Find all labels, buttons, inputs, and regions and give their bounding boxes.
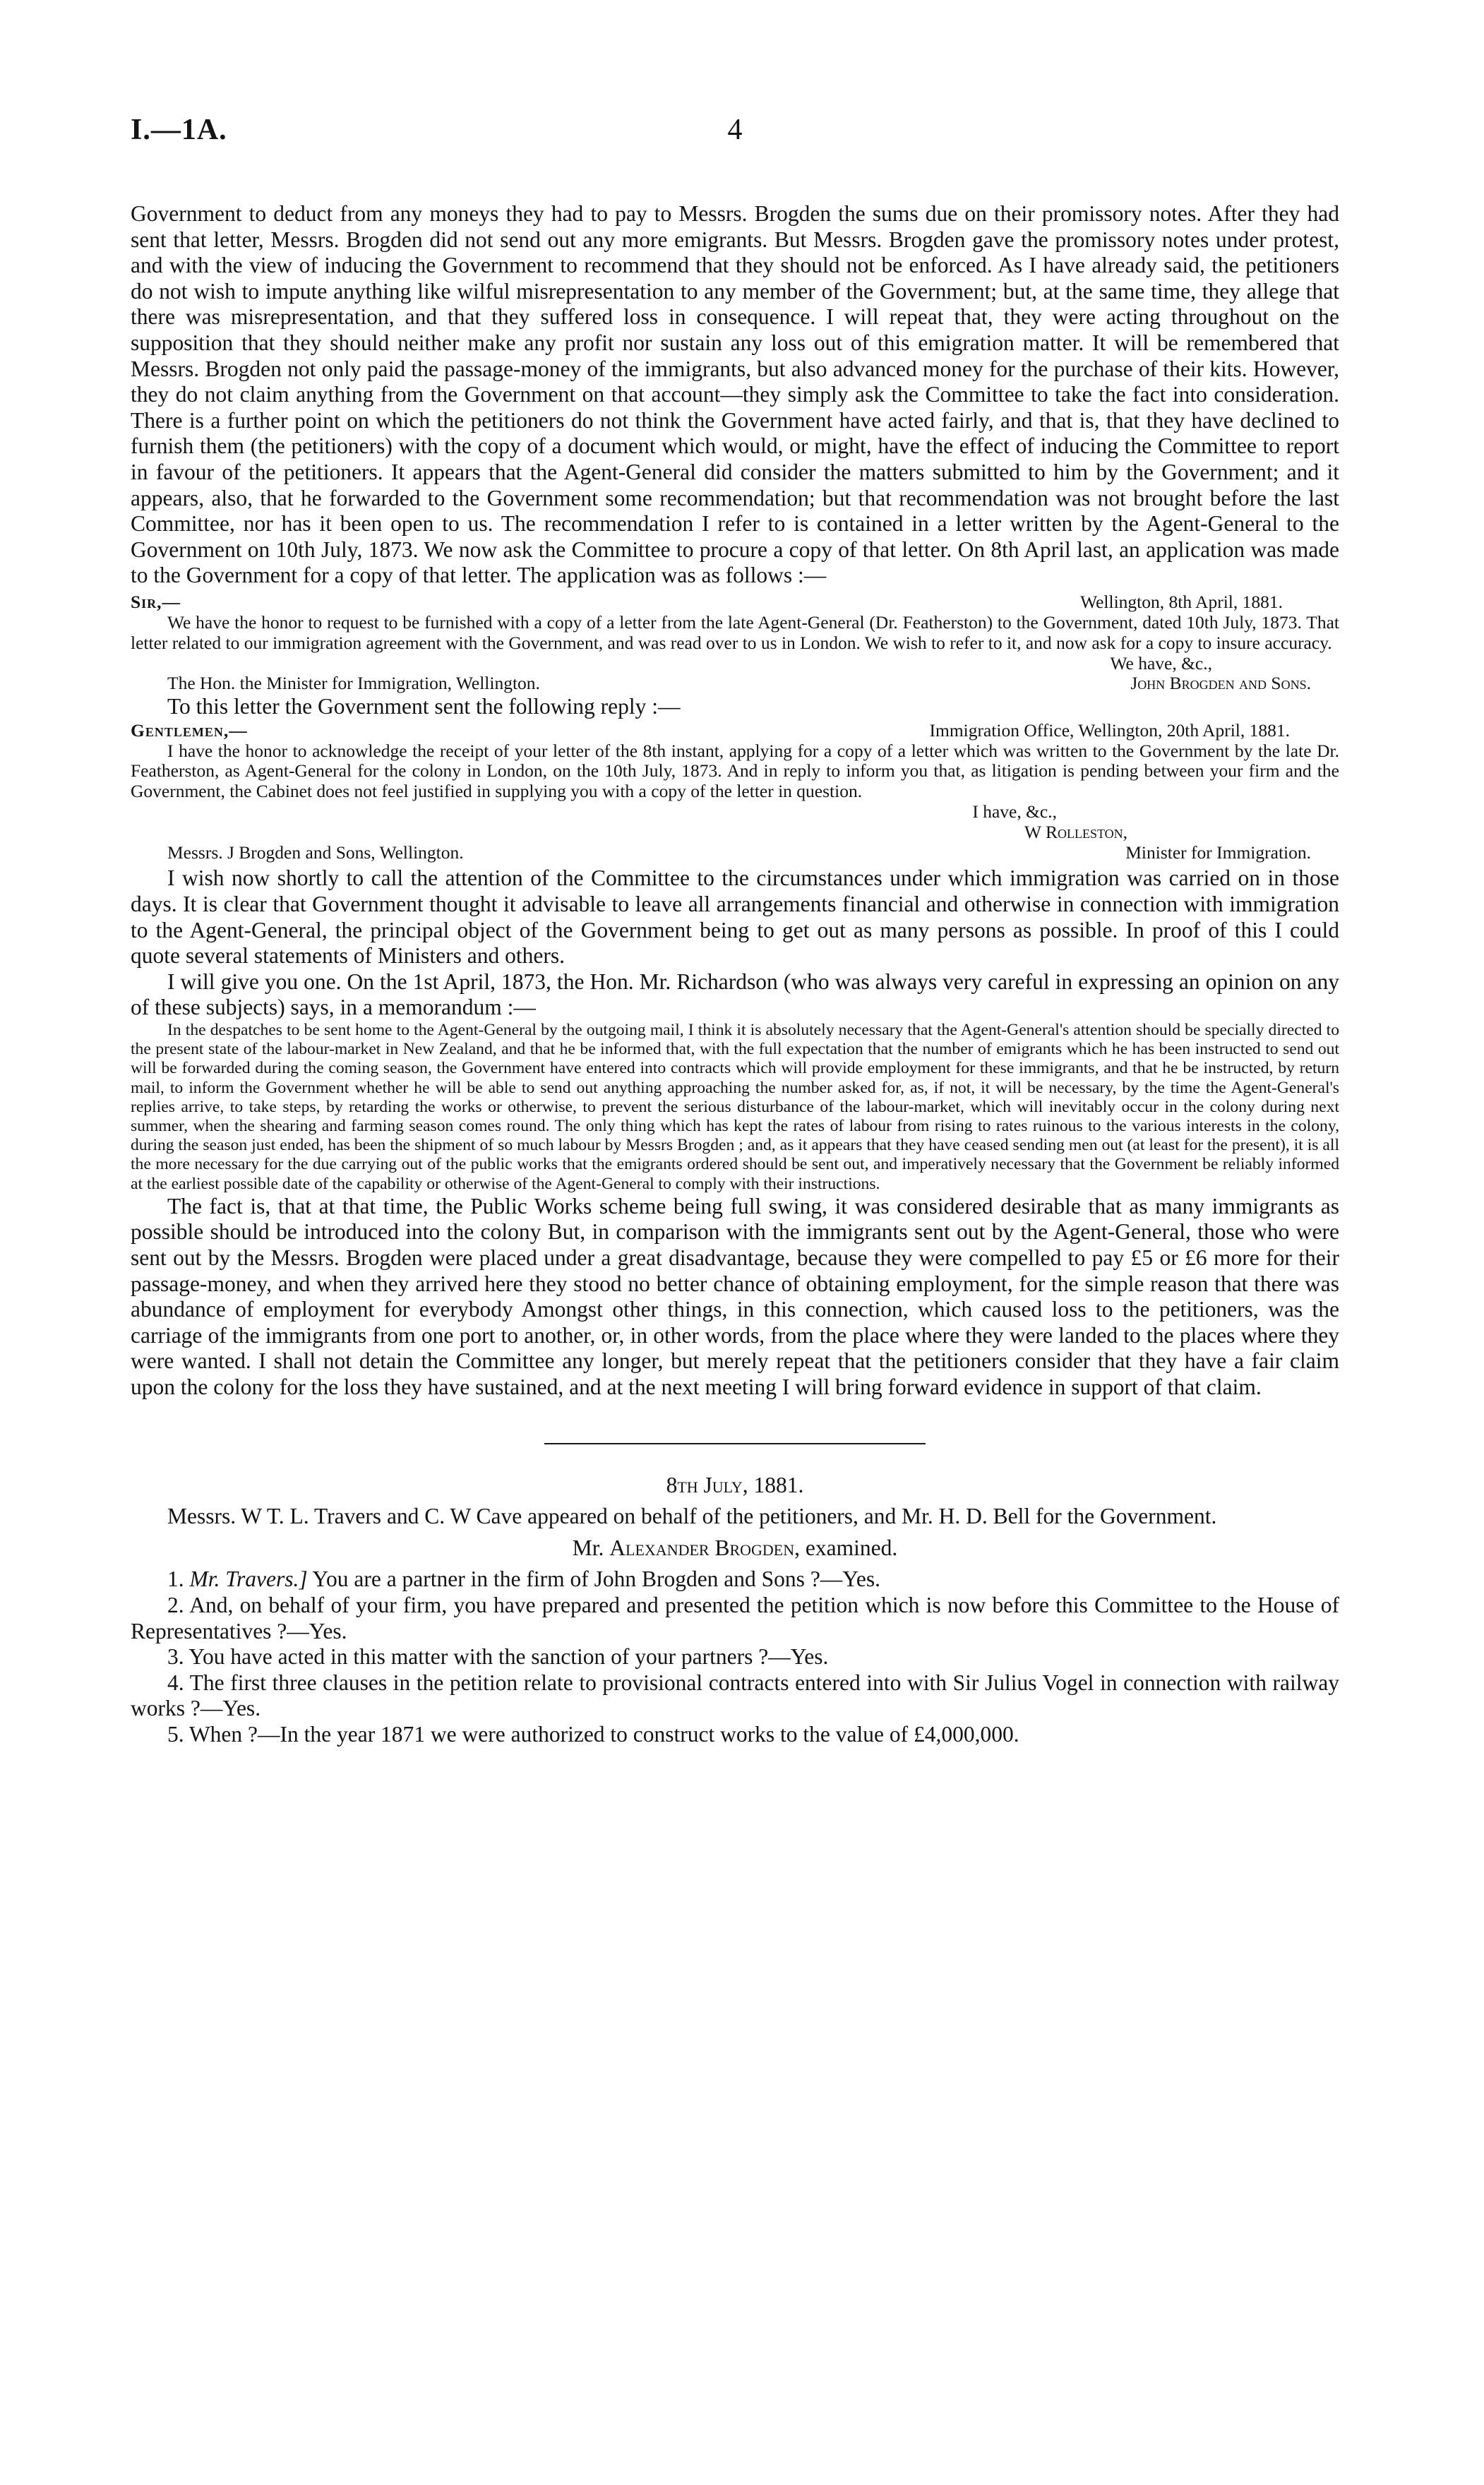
question-text: You are a partner in the firm of John Brogden and Sons ?—Yes. bbox=[312, 1567, 881, 1592]
session-date-day: 8th bbox=[666, 1472, 698, 1497]
reply-intro: To this letter the Government sent the following reply :— bbox=[167, 694, 681, 719]
memorandum-quote: In the despatches to be sent home to the Agent-General by the outgoing mail, I think it is absolutely necessary that the Agent-General's attention should be specially directed to the present state of the labour-market in New Zealand, and that he be informed that, with the full expectation that the number of emigrants which he has been instructed to send out will be forwarded during the coming season, the Government have entered into contracts which will provide employment for these immigrants, and that he be instructed, by return mail, to inform the Government whether he will be able to send out anything approaching the number asked for, as, if not, it will be necessary, by the time the Agent-General's replies arrive, to take steps, by retarding the works or otherwise, to prevent the serious disturbance of the labour-market, which will inevitably occur in the colony during next summer, when the shearing and farming season comes round. The only thing which has kept the rates of labour from rising to rates ruinous to the various interests in the colony, during the season just ended, has been the shipment of so much labour by Messrs Brogden ; and, as it appears that they have ceased sending men out (at least for the present), it is all the more necessary for the due carrying out of the public works that the emigrants ordered should be sent out, and imperatively necessary that the Government be reliably informed at the earliest possible date of the capability or otherwise of the Agent-General to comply with their instructions. bbox=[131, 1021, 1339, 1193]
question-number: 3. bbox=[167, 1644, 184, 1670]
page-number: 4 bbox=[727, 114, 743, 146]
section-divider bbox=[544, 1443, 926, 1444]
witness-name: Alexander Brogden, bbox=[609, 1535, 801, 1560]
letter2-signature: W Rolleston, bbox=[1024, 821, 1127, 842]
witness-prefix: Mr. bbox=[572, 1535, 604, 1560]
document-page bbox=[131, 106, 1339, 1748]
opening-paragraph: Government to deduct from any moneys they had to pay to Messrs. Brogden the sums due on their promissory notes. After they had sent that letter, Messrs. Brogden did not send out any more emigrants. But Messrs. Brogden gave the promissory notes under protest, and with the view of inducing the Government to recommend that they should not be enforced. As I have already said, the petitioners do not wish to impute anything like wilful misrepresentation to any member of the Government; but, at the same time, they allege that there was misrepresentation, and that they suffered loss in consequence. I will repeat that, they were acting throughout on the supposition that they should neither make any profit nor sustain any loss out of this emigration matter. It will be remembered that Messrs. Brogden not only paid the passage-money of the immigrants, but also advanced money for the purchase of their kits. However, they do not claim anything from the Government on that account—they simply ask the Committee to take the fact into consideration. There is a further point on which the petitioners do not think the Government have acted fairly, and that is, that they have declined to furnish them (the petitioners) with the copy of a document which would, or might, have the effect of inducing the Committee to report in favour of the petitioners. It appears that the Agent-General did consider the matters submitted to him by the Government; and it appears, also, that he forwarded to the Government some recommendation; but that recommendation was not brought before the last Committee, nor has it been open to us. The recommendation I refer to is contained in a letter written by the Agent-General to the Government on 10th July, 1873. We now ask the Committee to procure a copy of that letter. On 8th April last, an application was made to the Government for a copy of that letter. The application was as follows :— bbox=[131, 201, 1339, 588]
letter-government-reply bbox=[131, 720, 1339, 863]
question-item bbox=[131, 1644, 1339, 1670]
letter1-signature: John Brogden and Sons. bbox=[1130, 673, 1311, 694]
question-text: And, on behalf of your firm, you have prepared and presented the petition which is now before this Committee to the House of Representatives ?—Yes. bbox=[131, 1592, 1339, 1643]
question-number: 4. bbox=[167, 1670, 184, 1695]
question-text: You have acted in this matter with the sanction of your partners ?—Yes. bbox=[189, 1644, 829, 1670]
letter1-addressee: The Hon. the Minister for Immigration, Wellington. bbox=[167, 673, 540, 694]
paragraph-fact: The fact is, that at that time, the Public Works scheme being full swing, it was considered desirable that as many immigrants as possible should be introduced into the colony But, in comparison with the immigrants sent out by the Agent-General, those who were sent out by the Messrs. Brogden were placed under a great disadvantage, because they were compelled to pay £5 or £6 more for their passage-money, and when they arrived here they stood no better chance of obtaining employment, for the simple reason that there was abundance of employment for everybody Amongst other things, in this connection, which caused loss to the petitioners, was the carriage of the immigrants from one port to another, or, in other words, from the place where they were landed to the places where they were wanted. I shall not detain the Committee any longer, but merely repeat that the petitioners consider that they have a fair claim upon the colony for the loss they have sustained, and at the next meeting I will bring forward evidence in support of that claim. bbox=[131, 1193, 1339, 1400]
letter1-place-date: Wellington, 8th April, 1881. bbox=[1080, 591, 1283, 612]
question-text: The first three clauses in the petition relate to provisional contracts entered into with Sir Julius Vogel in connection with railway works ?—Yes. bbox=[131, 1670, 1339, 1721]
question-item bbox=[131, 1567, 1339, 1593]
letter2-body: I have the honor to acknowledge the receipt of your letter of the 8th instant, applying for a copy of a letter which was written to the Government by the late Dr. Featherston, as Agent-General for the colony in London, on the 10th July, 1873. And in reply to inform you that, as litigation is pending between your firm and the Government, the Cabinet does not feel justified in supplying you with a copy of the letter in question. bbox=[131, 740, 1339, 802]
question-item bbox=[131, 1593, 1339, 1644]
question-number: 2. bbox=[167, 1592, 184, 1617]
question-speaker: Mr. Travers.] bbox=[189, 1567, 308, 1592]
letter2-salutation: Gentlemen,— bbox=[131, 719, 248, 741]
letter2-addressee: Messrs. J Brogden and Sons, Wellington. bbox=[167, 842, 464, 863]
letter2-closing: I have, &c., bbox=[972, 801, 1057, 822]
letter1-salutation: Sir,— bbox=[131, 591, 181, 612]
examination-questions bbox=[131, 1567, 1339, 1747]
page-header bbox=[131, 106, 1339, 162]
letter2-place-date: Immigration Office, Wellington, 20th April, 1881. bbox=[929, 719, 1290, 741]
letter2-signature-title: Minister for Immigration. bbox=[1125, 842, 1311, 863]
letter1-body: We have the honor to request to be furnished with a copy of a letter from the late Agent-General (Dr. Featherston) to the Government, dated 10th July, 1873. That letter related to our immigration agreement with the Government, and was read over to us in London. We wish to refer to it, and now ask for a copy to insure accuracy. bbox=[131, 611, 1339, 653]
question-item bbox=[131, 1722, 1339, 1748]
question-item bbox=[131, 1670, 1339, 1722]
letter-brogden-request bbox=[131, 592, 1339, 694]
letter1-closing: We have, &c., bbox=[1110, 652, 1212, 673]
witness-suffix: examined. bbox=[805, 1535, 898, 1560]
question-text: When ?—In the year 1871 we were authorized to construct works to the value of £4,000,000. bbox=[189, 1721, 1019, 1747]
session-date bbox=[131, 1473, 1339, 1499]
question-number: 5. bbox=[167, 1721, 184, 1747]
question-number: 1. bbox=[167, 1567, 184, 1592]
witness-heading bbox=[131, 1535, 1339, 1562]
parliamentary-paper-reference: I.—1A. bbox=[131, 114, 227, 146]
session-block bbox=[131, 1473, 1339, 1748]
session-date-rest: July, 1881. bbox=[703, 1472, 804, 1497]
paragraph-richardson: I will give you one. On the 1st April, 1873, the Hon. Mr. Richardson (who was always very careful in expressing an opinion on any of these subjects) says, in a memorandum :— bbox=[131, 969, 1339, 1020]
paragraph-attention: I wish now shortly to call the attention of the Committee to the circumstances under which immigration was carried on in those days. It is clear that Government thought it advisable to leave all arrangements financial and otherwise in connection with immigration to the Agent-General, the principal object of the Government being to get out as many persons as possible. In proof of this I could quote several statements of Ministers and others. bbox=[131, 866, 1339, 969]
session-appearance: Messrs. W T. L. Travers and C. W Cave appeared on behalf of the petitioners, and Mr. H. D. Bell for the Government. bbox=[167, 1504, 1217, 1529]
